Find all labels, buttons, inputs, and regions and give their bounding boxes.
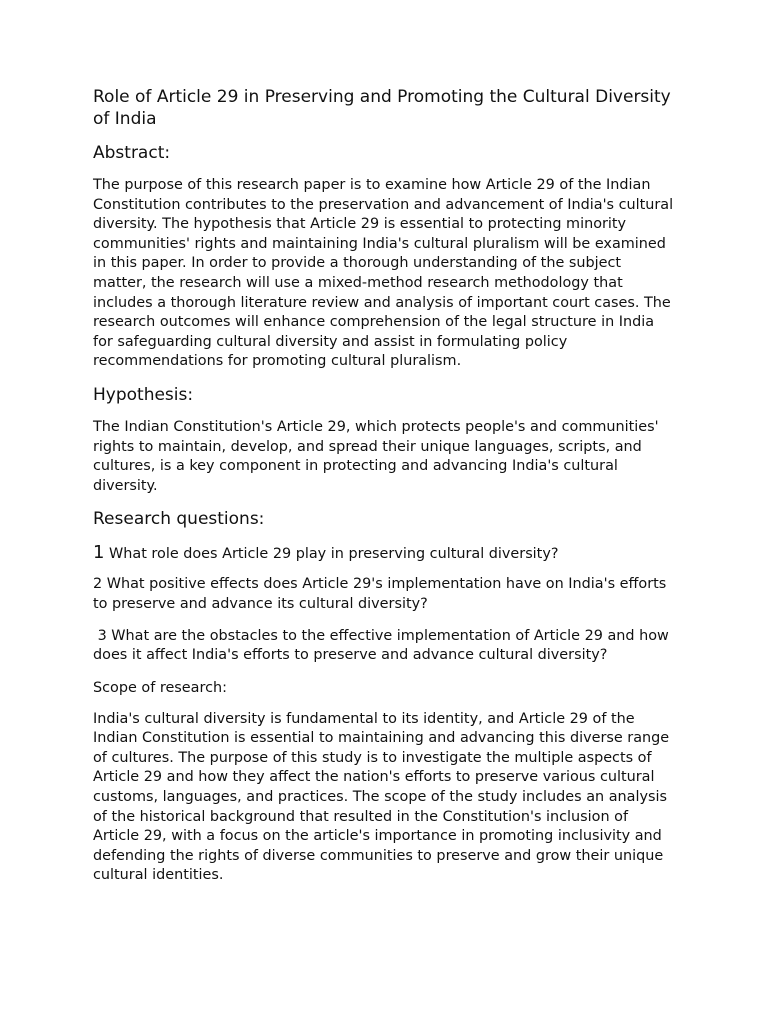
hypothesis-paragraph: The Indian Constitution's Article 29, which protects people's and communities' rights to maintain, develop, and spread their unique languages, scripts, and cultures, is a key component in protecting and advancing India's cultural diversity. (93, 418, 659, 494)
question-number: 1 (93, 542, 105, 564)
question-number: 2 (93, 576, 103, 593)
question-number: 3 (93, 627, 107, 644)
research-question-3 (93, 627, 676, 666)
scope-paragraph: India's cultural diversity is fundamental to its identity, and Article 29 of the Indian Constitution is essential to maintaining and advancing this diverse range of cultures. The purpose of this study is to investigate the multiple aspects of Article 29 and how they affect the nation's efforts to preserve various cultural customs, languages, and practices. The scope of the study includes an analysis of the historical background that resulted in the Constitution's inclusion of Article 29, with a focus on the article's importance in promoting inclusivity and defending the rights of diverse communities to preserve and grow their unique cultural identities. (93, 710, 670, 884)
research-questions-heading: Research questions: (93, 509, 265, 530)
question-text: What positive effects does Article 29's implementation have on India's efforts to preserve and advance its cultural diversity? (93, 576, 667, 612)
abstract-heading: Abstract: (93, 143, 171, 163)
abstract-paragraph: The purpose of this research paper is to examine how Article 29 of the Indian Constitution contributes to the preservation and advancement of India's cultural diversity. The hypothesis that Article 29 is essential to protecting minority communities' rights and maintaining India's cultural pluralism will be examined in this paper. In order to provide a thorough understanding of the subject matter, the research will use a mixed-method research methodology that includes a thorough literature review and analysis of important court cases. The research outcomes will enhance comprehension of the legal structure in India for safeguarding cultural diversity and assist in formulating policy recommendations for promoting cultural pluralism. (93, 177, 674, 370)
research-question-1 (93, 542, 676, 565)
document-title: Role of Article 29 in Preserving and Promoting the Cultural Diversity of India (93, 87, 671, 129)
question-text: What role does Article 29 play in preserving cultural diversity? (104, 546, 559, 563)
hypothesis-heading: Hypothesis: (93, 384, 194, 405)
question-text: What are the obstacles to the effective implementation of Article 29 and how does it affect India's efforts to preserve and advance cultural diversity? (93, 627, 669, 664)
scope-heading: Scope of research: (93, 679, 227, 696)
research-question-2 (93, 575, 676, 614)
